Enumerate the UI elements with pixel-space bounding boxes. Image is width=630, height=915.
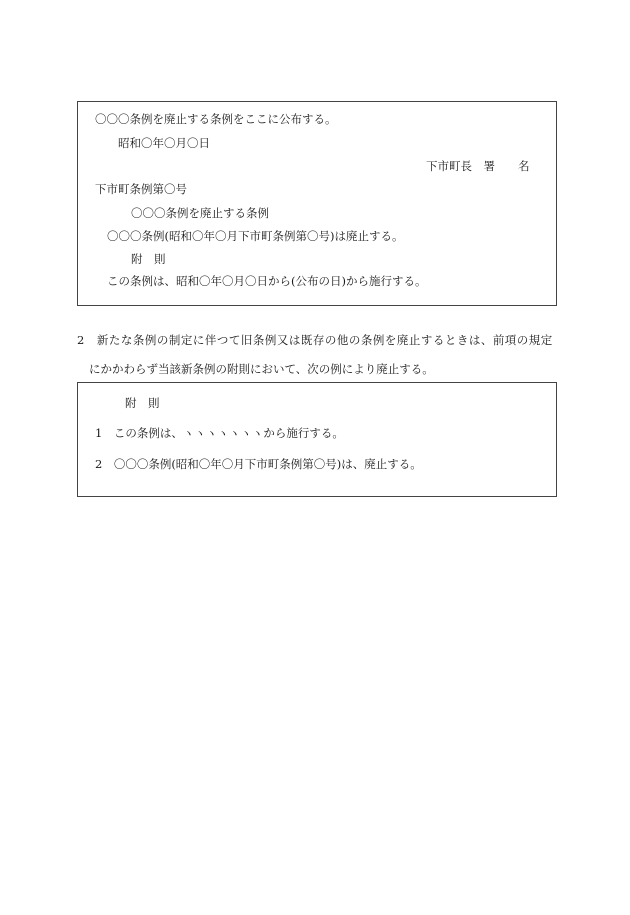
ordinance-title: 〇〇〇条例を廃止する条例 <box>131 206 269 220</box>
paragraph-2-line-2: にかかわらず当該新条例の附則において、次の例により廃止する。 <box>89 362 434 376</box>
supplementary-heading: 附 則 <box>131 252 166 266</box>
promulgation-text: 〇〇〇条例を廃止する条例をここに公布する。 <box>95 112 337 126</box>
main-clause: 〇〇〇条例(昭和〇年〇月下市町条例第〇号)は廃止する。 <box>107 229 404 243</box>
promulgation-date: 昭和〇年〇月〇日 <box>118 136 210 150</box>
example-heading: 附 則 <box>125 396 160 410</box>
example-item-1: 1 この条例は、ヽヽヽヽヽヽヽから施行する。 <box>95 426 344 440</box>
signer-name: 下市町長 署 名 <box>426 159 530 173</box>
supplementary-clause: この条例は、昭和〇年〇月〇日から(公布の日)から施行する。 <box>107 274 427 288</box>
paragraph-2-line-1: 2 新たな条例の制定に伴つて旧条例又は既存の他の条例を廃止するときは、前項の規定 <box>77 333 553 347</box>
example-item-2: 2 〇〇〇条例(昭和〇年〇月下市町条例第〇号)は、廃止する。 <box>95 457 422 471</box>
ordinance-number: 下市町条例第〇号 <box>95 182 187 196</box>
